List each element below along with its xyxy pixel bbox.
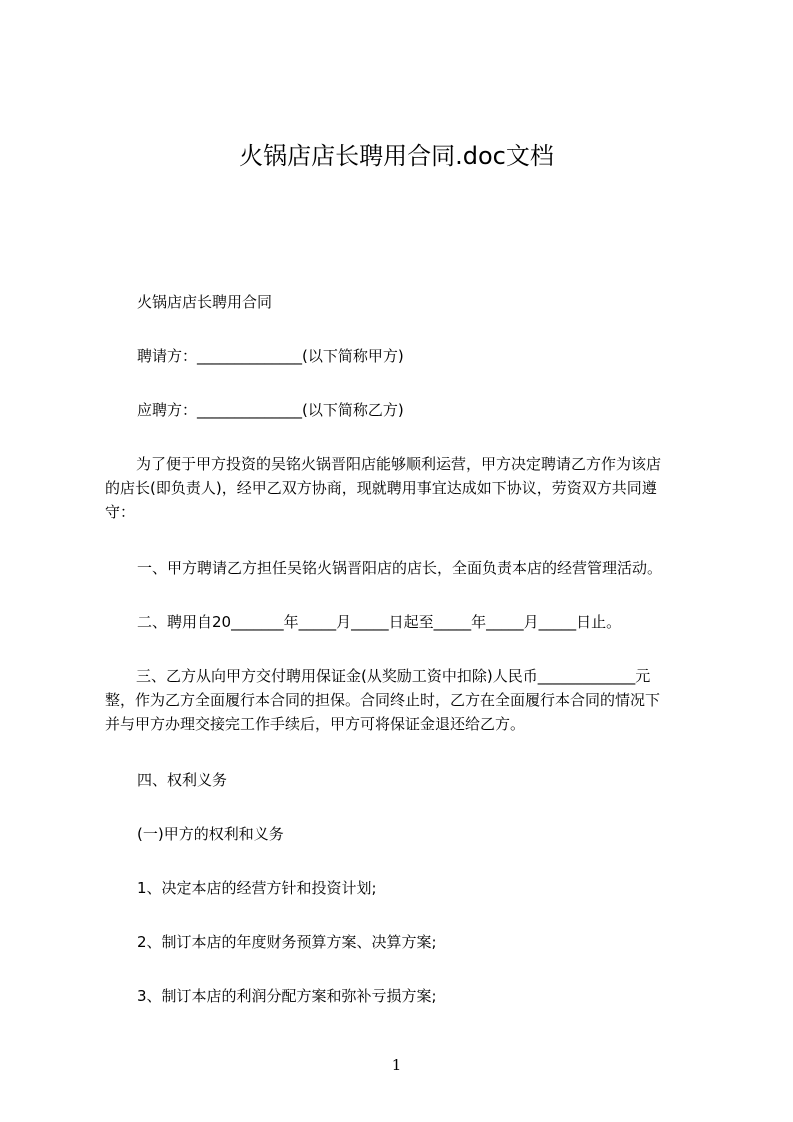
page-title: 火锅店店长聘用合同.doc文档	[239, 142, 554, 170]
employee-line: 应聘方：______________(以下简称乙方)	[137, 401, 404, 419]
intro-paragraph	[105, 452, 715, 524]
clause-4: 四、权利义务	[137, 771, 228, 789]
item-3: 3、制订本店的利润分配方案和弥补亏损方案;	[137, 987, 437, 1005]
clause-3-paragraph	[105, 664, 715, 736]
employer-line: 聘请方：______________(以下简称甲方)	[137, 347, 404, 365]
clause-3-line: 并与甲方办理交接完工作手续后，甲方可将保证金退还给乙方。	[105, 715, 526, 733]
intro-line: 为了便于甲方投资的吴铭火锅晋阳店能够顺利运营，甲方决定聘请乙方作为该店	[121, 455, 662, 473]
clause-1: 一、甲方聘请乙方担任吴铭火锅晋阳店的店长，全面负责本店的经营管理活动。	[137, 559, 663, 577]
clause-3-line: 整，作为乙方全面履行本合同的担保。合同终止时，乙方在全面履行本合同的情况下	[105, 691, 661, 709]
item-1: 1、决定本店的经营方针和投资计划;	[137, 879, 377, 897]
intro-line: 的店长(即负责人)，经甲乙双方协商，现就聘用事宜达成如下协议，劳资双方共同遵	[105, 479, 657, 497]
clause-2: 二、聘用自20_______年_____月_____日起至_____年_____月_____日止。	[137, 613, 622, 631]
item-2: 2、制订本店的年度财务预算方案、决算方案;	[137, 933, 437, 951]
page-number: 1	[391, 1056, 402, 1074]
contract-heading: 火锅店店长聘用合同	[137, 293, 273, 311]
clause-3-line: 三、乙方从向甲方交付聘用保证金(从奖励工资中扣除)人民币_____________元	[121, 667, 651, 685]
intro-line: 守：	[105, 503, 136, 521]
subclause-a: (一)甲方的权利和义务	[137, 825, 284, 843]
